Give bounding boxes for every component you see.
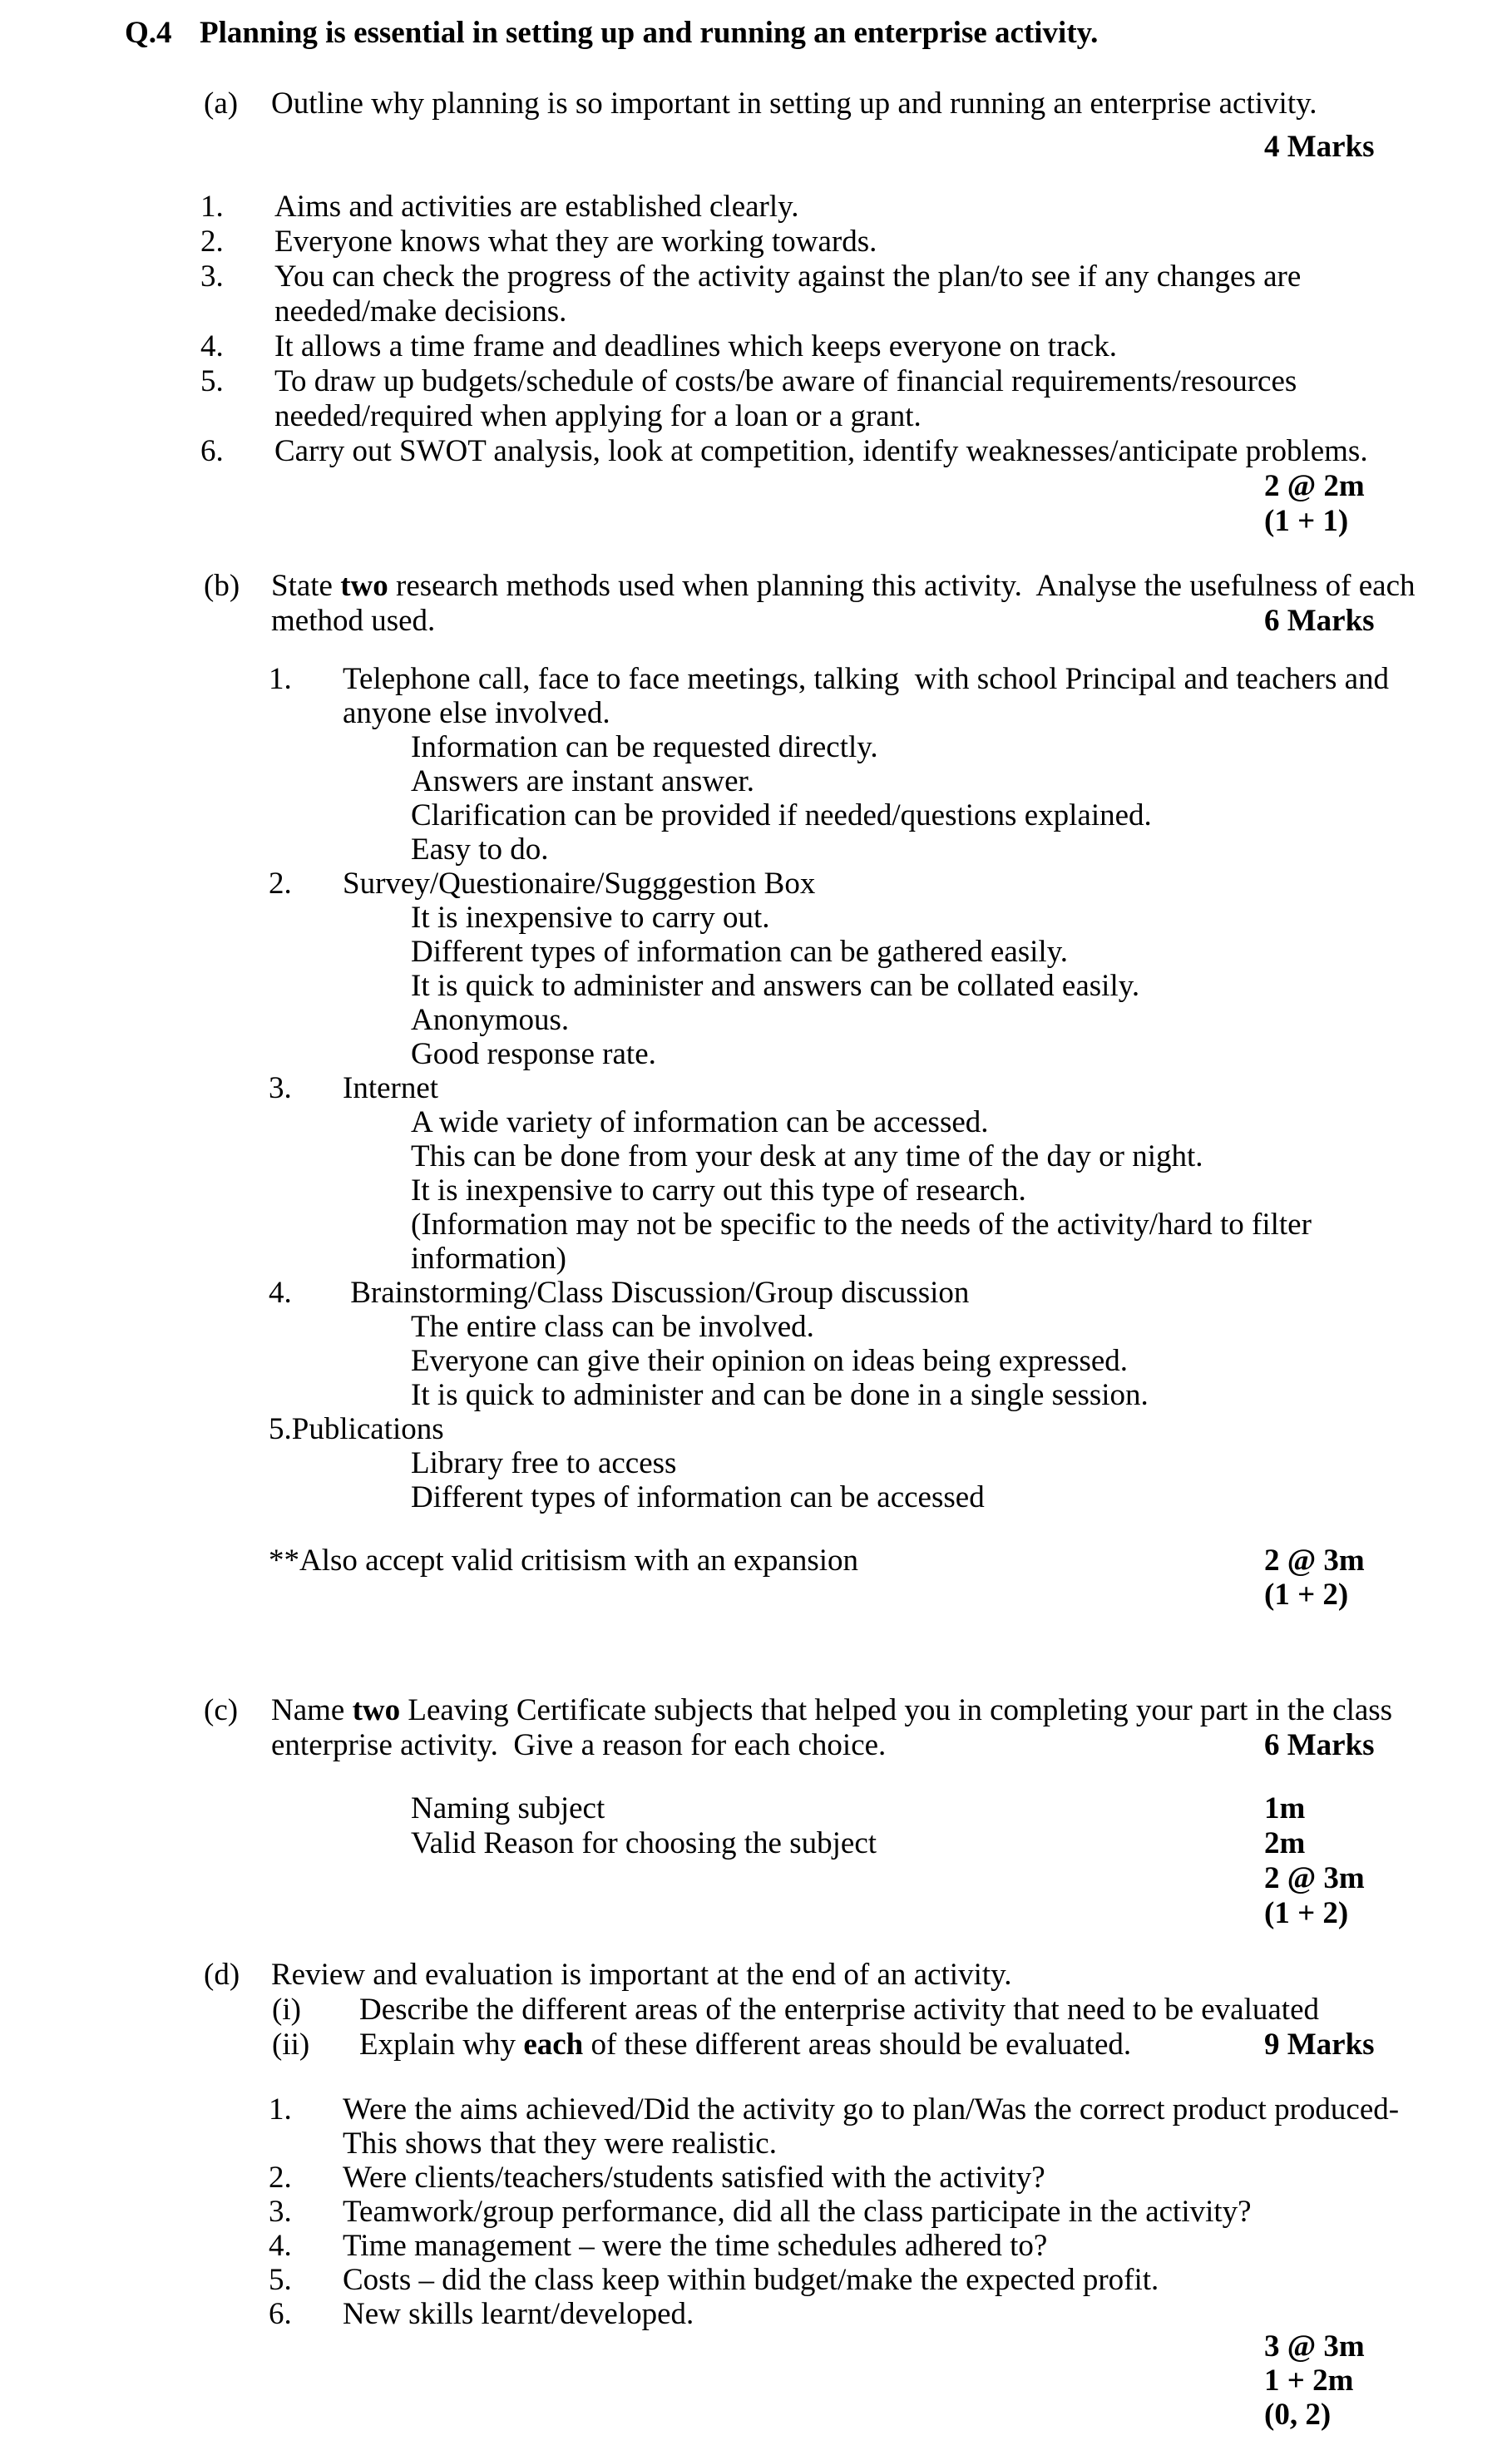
sub-point-continuation	[0, 1242, 1512, 1276]
sub-point-text: A wide variety of information can be accessed.	[411, 1105, 989, 1139]
sub-point-text: (Information may not be specific to the needs of the activity/hard to filter	[411, 1208, 1312, 1242]
criterion-text: Valid Reason for choosing the subject	[411, 1826, 877, 1860]
sub-point	[0, 1446, 1512, 1480]
prompt-bold: each	[523, 2028, 584, 2062]
item-text: Survey/Questionaire/Sugggestion Box	[343, 867, 816, 901]
part-a-marks: 4 Marks	[1264, 130, 1375, 164]
sub-point	[0, 969, 1512, 1003]
item-text: You can check the progress of the activity against the plan/to see if any changes are	[274, 259, 1302, 294]
sub-point-text: Different types of information can be gathered easily.	[411, 935, 1069, 969]
criterion-row	[0, 1791, 1512, 1826]
prompt-rest: Leaving Certificate subjects that helped you in completing your part in the class	[400, 1693, 1393, 1727]
part-c-criteria	[0, 1791, 1512, 1931]
award-line: 3 @ 3m	[1264, 2329, 1365, 2364]
sub-point	[0, 1378, 1512, 1412]
criterion-mark: 1m	[1264, 1791, 1306, 1825]
question-header	[0, 16, 1512, 51]
item-text: Costs – did the class keep within budget/make the expected profit.	[343, 2263, 1159, 2297]
prompt-bold: two	[352, 1693, 401, 1727]
part-d-prompt: Review and evaluation is important at the end of an activity.	[271, 1958, 1012, 1992]
part-a-prompt-row	[0, 86, 1512, 121]
list-item	[0, 259, 1512, 294]
sub-point	[0, 1344, 1512, 1378]
list-item	[0, 2263, 1512, 2297]
item-number: 1.	[200, 190, 224, 224]
part-d-marks: 9 Marks	[1264, 2028, 1375, 2062]
list-item	[0, 2195, 1512, 2229]
accept-note: **Also accept valid critisism with an expansion	[269, 1544, 859, 1578]
item-text: needed/required when applying for a loan or a grant.	[274, 399, 922, 433]
prompt-bold: two	[340, 569, 388, 603]
list-item-continuation	[0, 696, 1512, 730]
item-text: Were the aims achieved/Did the activity go to plan/Was the correct product produced-	[343, 2092, 1400, 2127]
sub-point	[0, 1310, 1512, 1344]
part-d-ii-text	[359, 2028, 1131, 2062]
list-item	[0, 2229, 1512, 2263]
award-line: (1 + 2)	[1264, 1896, 1349, 1930]
item-number: 3.	[269, 1071, 292, 1105]
part-b-prompt	[271, 569, 1416, 604]
sub-point-text: Library free to access	[411, 1446, 677, 1480]
item-number: 4.	[269, 2229, 292, 2263]
part-b-list	[0, 662, 1512, 1514]
part-a-marks-row	[0, 130, 1512, 165]
list-item-continuation	[0, 294, 1512, 329]
item-number: 5.	[269, 2263, 292, 2297]
sub-point-text: Everyone can give their opinion on ideas being expressed.	[411, 1344, 1129, 1378]
item-text: This shows that they were realistic.	[343, 2127, 777, 2161]
sub-point-text: Different types of information can be accessed	[411, 1480, 985, 1514]
part-b-prompt-line2: method used.	[271, 604, 436, 638]
item-number: 2.	[269, 2161, 292, 2195]
item-number: 3.	[200, 259, 224, 294]
item-number: 2.	[269, 867, 292, 901]
prompt-rest: research methods used when planning this activity. Analyse the usefulness of each	[388, 569, 1416, 603]
item-text: Brainstorming/Class Discussion/Group discussion	[343, 1276, 970, 1310]
award-line: 2 @ 2m	[1264, 469, 1365, 503]
list-item	[0, 190, 1512, 225]
sub-point	[0, 798, 1512, 832]
item-number: 5.Publications	[269, 1412, 444, 1446]
sub-point	[0, 1003, 1512, 1037]
sub-point-text: Easy to do.	[411, 832, 549, 867]
item-text: Time management – were the time schedules adhered to?	[343, 2229, 1048, 2263]
list-item	[0, 1412, 1512, 1446]
prompt-pre: State	[271, 569, 341, 603]
part-b-marks: 6 Marks	[1264, 604, 1375, 638]
item-text: Teamwork/group performance, did all the class participate in the activity?	[343, 2195, 1252, 2229]
list-item	[0, 434, 1512, 469]
part-d-prompt-rows	[0, 1958, 1512, 2062]
prompt-pre: Explain why	[359, 2028, 524, 2062]
sub-point-text: Anonymous.	[411, 1003, 570, 1037]
part-d-label: (d)	[204, 1958, 240, 1992]
sub-point-text: This can be done from your desk at any time of the day or night.	[411, 1139, 1203, 1173]
part-b-label: (b)	[204, 569, 240, 603]
item-text: It allows a time frame and deadlines which keeps everyone on track.	[274, 329, 1118, 363]
part-c-prompt-rows	[0, 1693, 1512, 1763]
list-item	[0, 2092, 1512, 2127]
part-d-i-text: Describe the different areas of the enterprise activity that need to be evaluated	[359, 1993, 1320, 2027]
part-c-prompt	[271, 1693, 1392, 1728]
item-text: anyone else involved.	[343, 696, 610, 730]
list-item	[0, 2297, 1512, 2331]
sub-point-text: It is inexpensive to carry out this type of research.	[411, 1173, 1026, 1208]
sub-point	[0, 935, 1512, 969]
part-c-marks: 6 Marks	[1264, 1728, 1375, 1762]
sub-point	[0, 1208, 1512, 1242]
prompt-rest: of these different areas should be evaluated.	[583, 2028, 1132, 2062]
criterion-text: Naming subject	[411, 1791, 605, 1825]
part-c-label: (c)	[204, 1693, 239, 1727]
item-text: Internet	[343, 1071, 439, 1105]
part-a-label: (a)	[204, 86, 239, 121]
sub-point	[0, 764, 1512, 798]
list-item	[0, 364, 1512, 399]
sub-point-text: The entire class can be involved.	[411, 1310, 814, 1344]
item-text: Were clients/teachers/students satisfied with the activity?	[343, 2161, 1045, 2195]
list-item	[0, 2161, 1512, 2195]
item-number: 4.	[200, 329, 224, 363]
list-item	[0, 329, 1512, 364]
question-title: Planning is essential in setting up and running an enterprise activity.	[200, 16, 1099, 50]
part-d-ii-label: (ii)	[272, 2028, 310, 2062]
sub-point-text: It is inexpensive to carry out.	[411, 901, 770, 935]
prompt-pre: Name	[271, 1693, 353, 1727]
list-item-continuation	[0, 399, 1512, 434]
award-line: (1 + 1)	[1264, 504, 1349, 538]
list-item	[0, 1276, 1512, 1310]
sub-point-text: Information can be requested directly.	[411, 730, 878, 764]
award-line: 2 @ 3m	[1264, 1861, 1365, 1895]
sub-point	[0, 1037, 1512, 1071]
list-item	[0, 225, 1512, 259]
sub-point-text: Good response rate.	[411, 1037, 656, 1071]
part-a-prompt: Outline why planning is so important in setting up and running an enterprise activity.	[271, 86, 1317, 121]
item-number: 2.	[200, 225, 224, 259]
item-text: New skills learnt/developed.	[343, 2297, 694, 2331]
sub-point-text: Clarification can be provided if needed/questions explained.	[411, 798, 1152, 832]
award-line: 2 @ 3m	[1264, 1544, 1365, 1578]
part-b-note-rows	[0, 1544, 1512, 1612]
part-d-i-label: (i)	[272, 1993, 301, 2027]
item-number: 5.	[200, 364, 224, 398]
item-text: Aims and activities are established clearly.	[274, 190, 799, 224]
list-item-continuation	[0, 2127, 1512, 2161]
award-line: (0, 2)	[1264, 2398, 1332, 2432]
sub-point-text: information)	[411, 1242, 567, 1276]
sub-point	[0, 1105, 1512, 1139]
item-number: 1.	[269, 662, 292, 696]
item-text: Carry out SWOT analysis, look at competition, identify weaknesses/anticipate problems.	[274, 434, 1368, 468]
list-item	[0, 1071, 1512, 1105]
award-line: (1 + 2)	[1264, 1578, 1349, 1612]
item-text: To draw up budgets/schedule of costs/be aware of financial requirements/resources	[274, 364, 1297, 398]
criterion-mark: 2m	[1264, 1826, 1306, 1860]
sub-point	[0, 1139, 1512, 1173]
sub-point	[0, 1480, 1512, 1514]
part-b-prompt-rows	[0, 569, 1512, 639]
item-text: Everyone knows what they are working towards.	[274, 225, 877, 259]
part-a-award	[0, 469, 1512, 539]
sub-point	[0, 1173, 1512, 1208]
list-item	[0, 867, 1512, 901]
part-d-list	[0, 2092, 1512, 2331]
item-number: 4.	[269, 1276, 292, 1310]
item-number: 6.	[200, 434, 224, 468]
sub-point-text: It is quick to administer and can be done in a single session.	[411, 1378, 1149, 1412]
item-text: needed/make decisions.	[274, 294, 567, 328]
list-item	[0, 662, 1512, 696]
part-a-list	[0, 190, 1512, 469]
sub-point	[0, 901, 1512, 935]
criterion-row	[0, 1826, 1512, 1861]
part-d-award	[0, 2329, 1512, 2432]
sub-point-text: Answers are instant answer.	[411, 764, 755, 798]
sub-point	[0, 730, 1512, 764]
sub-point	[0, 832, 1512, 867]
award-line: 1 + 2m	[1264, 2364, 1354, 2398]
item-number: 6.	[269, 2297, 292, 2331]
item-number: 1.	[269, 2092, 292, 2127]
part-c-prompt-line2: enterprise activity. Give a reason for each choice.	[271, 1728, 887, 1762]
item-text: Telephone call, face to face meetings, talking with school Principal and teachers and	[343, 662, 1390, 696]
sub-point-text: It is quick to administer and answers can be collated easily.	[411, 969, 1140, 1003]
item-number: 3.	[269, 2195, 292, 2229]
question-number: Q.4	[125, 16, 172, 50]
